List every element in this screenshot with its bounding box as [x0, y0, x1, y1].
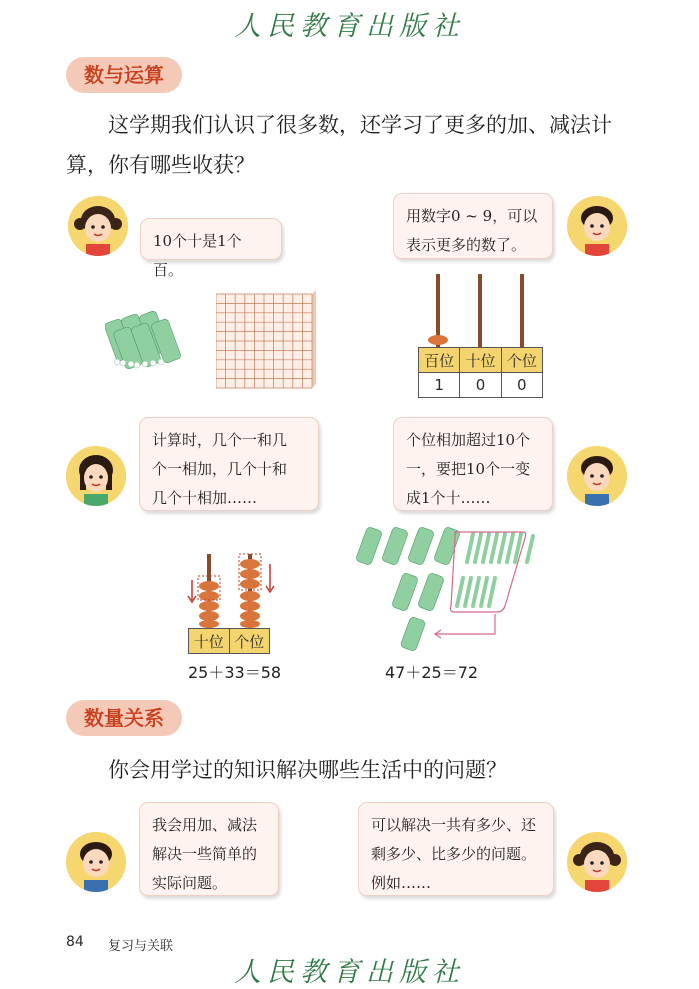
equation-2: 47＋25＝72 [385, 663, 479, 682]
abacus-place-table [188, 628, 270, 654]
bubble-digits [393, 193, 553, 259]
equation-1: 25＋33＝58 [188, 663, 282, 682]
bubble-calc-method [139, 417, 319, 511]
page-number: 84 [66, 934, 84, 950]
place-value-table [418, 347, 543, 398]
bubble-line: 表示更多的数了。 [406, 236, 527, 254]
bubble-problem-types [358, 802, 554, 896]
hundred-grid-image [216, 290, 318, 394]
bubble-ten-tens [140, 218, 282, 279]
bubble-text: 10个十是1个百。 [153, 232, 242, 279]
bubble-line: 可以解决一共有多少、还 [371, 816, 537, 834]
value-tens: 0 [460, 373, 501, 398]
relations-intro: 你会用学过的知识解决哪些生活中的问题？ [108, 758, 507, 782]
boy-avatar-2 [567, 446, 627, 506]
value-ones: 0 [501, 373, 542, 398]
bubble-line: 用数字0 ~ 9，可以 [406, 207, 538, 225]
bubble-line: 我会用加、减法 [152, 816, 258, 834]
section-title-numbers: 数与运算 [66, 57, 182, 93]
girl-avatar [68, 196, 128, 256]
bubble-add-subtract [139, 802, 279, 896]
header-ones: 个位 [229, 629, 270, 654]
publisher-header: 人民教育出版社 [234, 11, 465, 42]
section-title-relations: 数量关系 [66, 700, 182, 736]
bubble-carry [393, 417, 553, 511]
intro-line-1: 这学期我们认识了很多数，还学习了更多的加、减法计 [108, 113, 612, 137]
stick-bundles-image [105, 300, 190, 379]
boy-avatar [567, 196, 627, 256]
intro-line-2: 算，你有哪些收获？ [66, 153, 255, 177]
bubble-line: 计算时，几个一和几 [152, 431, 288, 449]
bubble-line: 一，要把10个一变 [406, 460, 531, 478]
bubble-line: 几个十相加…… [152, 489, 258, 507]
bubble-line: 个位相加超过10个 [406, 431, 531, 449]
abacus-beads-image [186, 550, 276, 632]
value-hundreds: 1 [419, 373, 460, 398]
bubble-line: 例如…… [371, 874, 432, 892]
regroup-sticks-image [355, 522, 540, 661]
abacus-rods-image [418, 272, 543, 352]
girl-avatar-3 [567, 832, 627, 892]
bubble-line: 个一相加，几个十和 [152, 460, 288, 478]
girl-avatar-2 [66, 446, 126, 506]
bubble-line: 成1个十…… [406, 489, 491, 507]
header-hundreds: 百位 [419, 348, 460, 373]
chapter-title: 复习与关联 [108, 939, 174, 954]
bubble-line: 解决一些简单的 [152, 845, 258, 863]
header-tens: 十位 [460, 348, 501, 373]
header-ones: 个位 [501, 348, 542, 373]
boy-avatar-3 [66, 832, 126, 892]
publisher-footer: 人民教育出版社 [234, 957, 465, 988]
header-tens: 十位 [189, 629, 230, 654]
bubble-line: 剩多少、比多少的问题。 [371, 845, 537, 863]
bubble-line: 实际问题。 [152, 874, 228, 892]
